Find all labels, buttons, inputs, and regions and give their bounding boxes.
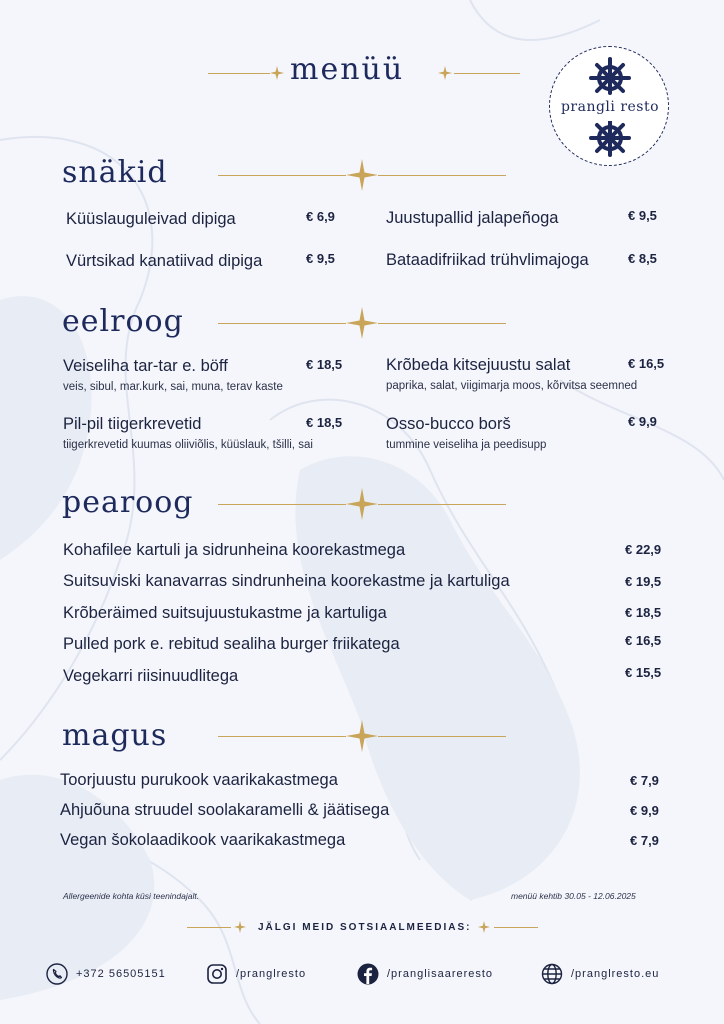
item-price: € 9,5 (628, 208, 657, 223)
item-name: Osso-bucco borš (386, 415, 511, 433)
phone-icon (46, 963, 68, 985)
header-rule-right (454, 73, 520, 74)
page-title: menüü (290, 52, 405, 87)
item-name: Bataadifriikad trühvlimajoga (386, 251, 589, 269)
sparkle-icon (270, 66, 284, 80)
section-divider (218, 323, 346, 324)
contact-instagram[interactable] (206, 962, 306, 986)
sparkle-icon (438, 66, 452, 80)
logo-text: prangli resto (560, 99, 660, 115)
star-ornament-icon (346, 720, 378, 752)
item-price: € 9,9 (628, 414, 657, 429)
item-description: tummine veiseliha ja peedisupp (386, 439, 547, 451)
item-price: € 18,5 (306, 357, 343, 372)
menu-item (386, 415, 546, 451)
item-price: € 22,9 (625, 542, 662, 557)
item-price: € 7,9 (630, 833, 659, 848)
section-divider (378, 504, 506, 505)
item-name: Suitsuviski kanavarras sindrunheina koorekastme ja kartuliga (63, 572, 510, 590)
item-description: tiigerkrevetid kuumas oliiviõlis, küüslauk, tšilli, sai (63, 439, 313, 451)
section-divider (218, 504, 346, 505)
item-name: Krõbeda kitsejuustu salat (386, 356, 571, 374)
item-description: paprika, salat, viigimarja moos, kõrvitsa seemned (386, 380, 638, 392)
contact-phone[interactable] (46, 962, 166, 986)
instagram-handle: /pranglresto (236, 968, 307, 980)
section-divider (378, 175, 506, 176)
contact-facebook[interactable] (357, 962, 493, 986)
star-ornament-icon (346, 307, 378, 339)
item-name: Ahjuõuna struudel soolakaramelli & jäätisega (60, 801, 390, 819)
section-title-magus: magus (62, 718, 168, 753)
item-price: € 16,5 (628, 356, 665, 371)
item-name: Küüslauguleivad dipiga (66, 210, 236, 228)
item-name: Veiseliha tar-tar e. böff (63, 357, 228, 375)
logo (549, 46, 669, 166)
item-price: € 8,5 (628, 251, 657, 266)
item-name: Juustupallid jalapeñoga (386, 209, 559, 227)
item-name: Kohafilee kartuli ja sidrunheina koorekastmega (63, 541, 406, 559)
star-ornament-icon (346, 159, 378, 191)
sparkle-icon (234, 921, 246, 933)
item-price: € 9,5 (306, 251, 335, 266)
ship-wheel-icon (587, 57, 633, 95)
item-description: veis, sibul, mar.kurk, sai, muna, terav kaste (63, 381, 283, 393)
item-price: € 18,5 (306, 415, 343, 430)
contact-web[interactable] (541, 962, 659, 986)
globe-icon (541, 963, 563, 985)
section-divider (218, 175, 346, 176)
item-price: € 16,5 (625, 633, 662, 648)
item-name: Pil-pil tiigerkrevetid (63, 415, 202, 433)
facebook-handle: /pranglisaareresto (387, 968, 494, 980)
item-price: € 6,9 (306, 209, 335, 224)
item-name: Vegan šokolaadikook vaarikakastmega (60, 831, 346, 849)
menu-item (63, 415, 313, 451)
section-divider (218, 736, 346, 737)
section-title-pearoog: pearoog (62, 485, 194, 520)
item-price: € 9,9 (630, 803, 659, 818)
item-name: Vegekarri riisinuudlitega (63, 667, 239, 685)
section-title-eelroog: eelroog (62, 304, 184, 339)
item-price: € 18,5 (625, 605, 662, 620)
ship-wheel-icon (587, 121, 633, 159)
menu-item (66, 210, 236, 229)
allergen-note: Allergeenide kohta küsi teenindajalt. (63, 891, 200, 901)
section-divider (378, 323, 506, 324)
instagram-icon (206, 963, 228, 985)
menu-item (386, 356, 637, 392)
menu-item (66, 252, 262, 271)
validity-note: menüü kehtib 30.05 - 12.06.2025 (511, 891, 636, 901)
menu-item (63, 357, 283, 393)
star-ornament-icon (346, 488, 378, 520)
phone-number: +372 56505151 (76, 968, 166, 980)
item-name: Vürtsikad kanatiivad dipiga (66, 252, 263, 270)
footer-rule-right (494, 927, 538, 928)
footer-rule-left (187, 927, 231, 928)
section-title-snakid: snäkid (62, 155, 168, 190)
item-price: € 15,5 (625, 665, 662, 680)
website: /pranglresto.eu (571, 968, 660, 980)
sparkle-icon (478, 921, 490, 933)
item-name: Krõberäimed suitsujuustukastme ja kartuliga (63, 604, 387, 622)
header-rule-left (208, 73, 270, 74)
menu-item (386, 209, 558, 228)
item-name: Toorjuustu purukook vaarikakastmega (60, 771, 338, 789)
social-heading: JÄLGI MEID SOTSIAALMEEDIAS: (258, 922, 472, 933)
item-price: € 19,5 (625, 574, 662, 589)
facebook-icon (357, 963, 379, 985)
item-price: € 7,9 (630, 773, 659, 788)
menu-item (386, 251, 589, 270)
item-name: Pulled pork e. rebitud sealiha burger friikatega (63, 635, 400, 653)
section-divider (378, 736, 506, 737)
